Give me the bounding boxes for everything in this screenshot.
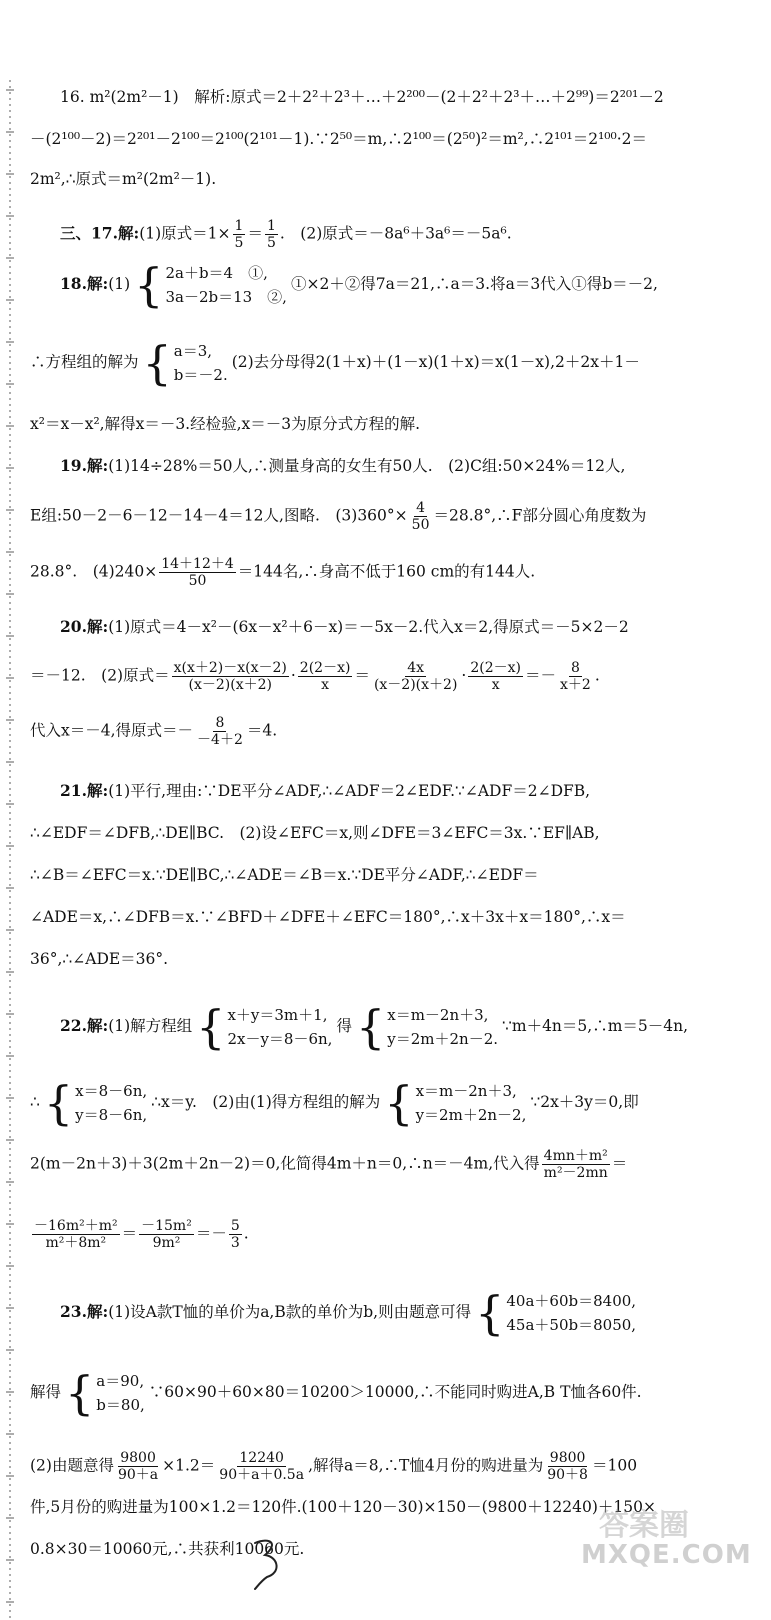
fraction: $\frac{1}{5}$ (234, 218, 244, 251)
fraction: $\frac{8}{x+2}$ (560, 660, 591, 693)
q19-line1: 19.解:(1)14÷28%＝50人,∴测量身高的女生有50人. (2)C组:50×24%＝12人, (60, 456, 626, 475)
equation-system: { x＝m－2n＋3, y＝2m＋2n－2. (355, 1000, 499, 1054)
equation-system: { a＝3, b＝－2. (142, 336, 228, 390)
handwritten-page-number-mark (245, 1535, 290, 1590)
q21-line3: ∴∠B＝∠EFC＝x.∵DE∥BC,∴∠ADE＝∠B＝x.∵DE平分∠ADF,∴∠EDF＝ (30, 866, 539, 884)
fraction: $\frac{8}{-4+2}$ (197, 715, 243, 748)
q22-line4: $\frac{\text{－16m²＋m²}}{\text{m²＋8m²}}$ ＝ $\frac{\text{－15m²}}{\text{9m²}}$ ＝－ $\frac{5}{3}$ . (34, 1218, 249, 1251)
fraction: $\frac{12240}{90+a+0.5a}$ (219, 1450, 305, 1483)
q19-line2: E组:50－2－6－12－14－4＝12人,图略. (3)360°× $\frac{4}{50}$ ＝28.8°,∴F部分圆心角度数为 (30, 500, 647, 533)
fraction: $\frac{2(2-x)}{x}$ (299, 660, 351, 693)
q20-line1: 20.解:(1)原式＝4－x²－(6x－x²＋6－x)＝－5x－2.代入x＝2,得原式＝－5×2－2 (60, 617, 629, 636)
q23-line3: (2)由题意得 $\frac{9800}{90+a}$ ×1.2＝ $\frac{12240}{90+a+0.5a}$ ,解得a＝8,∴T恤4月份的购进量为 $\frac{9800}{90+8}$ ＝100 (30, 1450, 638, 1483)
fraction: $\frac{x(x+2)-x(x-2)}{(x-2)(x+2)}$ (173, 660, 287, 693)
fraction: $\frac{2(2-x)}{x}$ (470, 660, 521, 693)
fraction: $\frac{9800}{90+a}$ (117, 1450, 159, 1483)
q23-line4: 件,5月份的购进量为100×1.2＝120件.(100＋120－30)×150－(9800＋12240)＋150× (30, 1498, 657, 1516)
q18-line1: 18.解:(1) { 2a＋b＝4 ①, 3a－2b＝13 ②, ①×2＋②得7a＝21,∴a＝3.将a＝3代入①得b＝－2, (60, 258, 658, 312)
fraction: $\frac{1}{5}$ (266, 218, 276, 251)
fraction: $\frac{9800}{90+8}$ (547, 1450, 588, 1483)
equation-system: { x＝m－2n＋3, y＝2m＋2n－2, (384, 1076, 527, 1130)
q17-head: 三、17.解: (60, 223, 140, 243)
q21-line2: ∴∠EDF＝∠DFB,∴DE∥BC. (2)设∠EFC＝x,则∠DFE＝3∠EFC＝3x.∵EF∥AB, (30, 824, 600, 842)
q16-line3: 2m²,∴原式＝m²(2m²－1). (30, 170, 217, 188)
q19-line3: 28.8°. (4)240× $\frac{14+12+4}{50}$ ＝144名,∴身高不低于160 cm的有144人. (30, 556, 536, 589)
equation-system: { x＋y＝3m＋1, 2x－y＝8－6n, (196, 1000, 333, 1054)
fraction: $\frac{14+12+4}{50}$ (161, 556, 234, 589)
q22-line3: 2(m－2n＋3)＋3(2m＋2n－2)＝0,化简得4m＋n＝0,∴n＝－4m,代入得 $\frac{\text{4mn＋m²}}{\text{m²－2mn}}$ ＝ (30, 1148, 628, 1181)
equation-system: { a＝90, b＝80, (65, 1366, 145, 1420)
watermark-logo: 答案圈 MXQE.COM (581, 1508, 752, 1570)
q23-line2: 解得 { a＝90, b＝80, ∵60×90＋60×80＝10200＞10000,∴不能同时购进A,B T恤各60件. (30, 1366, 642, 1420)
fraction: $\frac{4x}{(x-2)(x+2)}$ (373, 660, 458, 693)
equation-system: { 2a＋b＝4 ①, 3a－2b＝13 ②, (134, 258, 287, 312)
binding-edge-marks (4, 80, 16, 1620)
fraction: $\frac{\text{4mn＋m²}}{\text{m²－2mn}}$ (543, 1148, 608, 1181)
q21-line5: 36°,∴∠ADE＝36°. (30, 950, 169, 968)
equation-system: { x＝8－6n, y＝8－6n, (43, 1076, 148, 1130)
q18-line3: x²＝x－x²,解得x＝－3.经检验,x＝－3为原分式方程的解. (30, 415, 421, 433)
q20-line2: ＝－12. (2)原式＝ $\frac{x(x+2)-x(x-2)}{(x-2)(x+2)}$ · $\frac{2(2-x)}{x}$ ＝ $\frac{4x}{(x-2)(x+2)}$ · $\frac{2(2-x)}{x}$ ＝－ $\frac{8}{x+2}$ . (30, 660, 600, 693)
q16-line1: 16. m²(2m²－1) 解析:原式＝2＋2²＋2³＋…＋2²⁰⁰－(2＋2²＋2³＋…＋2⁹⁹)＝2²⁰¹－2 (60, 88, 664, 106)
q21-line4: ∠ADE＝x,∴∠DFB＝x.∵∠BFD＋∠DFE＋∠EFC＝180°,∴x＋3x＋x＝180°,∴x＝ (30, 908, 626, 926)
fraction: $\frac{\text{－16m²＋m²}}{\text{m²＋8m²}}$ (34, 1218, 118, 1251)
q16-line2: －(2¹⁰⁰－2)＝2²⁰¹－2¹⁰⁰＝2¹⁰⁰(2¹⁰¹－1).∵2⁵⁰＝m,∴2¹⁰⁰＝(2⁵⁰)²＝m²,∴2¹⁰¹＝2¹⁰⁰·2＝ (30, 130, 647, 148)
q20-line3: 代入x＝－4,得原式＝－ $\frac{8}{-4+2}$ ＝4. (30, 715, 278, 748)
fraction: $\frac{5}{3}$ (230, 1218, 240, 1251)
q22-line2: ∴ { x＝8－6n, y＝8－6n, ∴x＝y. (2)由(1)得方程组的解为 { x＝m－2n＋3, y＝2m＋2n－2, ∵2x＋3y＝0,即 (30, 1076, 639, 1130)
q22-line1: 22.解:(1)解方程组 { x＋y＝3m＋1, 2x－y＝8－6n, 得 { x＝m－2n＋3, y＝2m＋2n－2. ∵m＋4n＝5,∴m＝5－4n, (60, 1000, 689, 1054)
q21-line1: 21.解:(1)平行,理由:∵DE平分∠ADF,∴∠ADF＝2∠EDF.∵∠ADF＝2∠DFB, (60, 781, 591, 800)
q23-line5: 0.8×30＝10060元,∴共获利10060元. (30, 1540, 305, 1558)
equation-system: { 40a＋60b＝8400, 45a＋50b＝8050, (475, 1286, 637, 1340)
q23-line1: 23.解:(1)设A款T恤的单价为a,B款的单价为b,则由题意可得 { 40a＋60b＝8400, 45a＋50b＝8050, (60, 1286, 637, 1340)
q17: 三、17.解:(1)原式＝1× $\frac{1}{5}$ ＝ $\frac{1}{5}$ . (2)原式＝－8a⁶＋3a⁶＝－5a⁶. (60, 218, 512, 251)
fraction: $\frac{\text{－15m²}}{\text{9m²}}$ (141, 1218, 192, 1251)
fraction: $\frac{4}{50}$ (411, 500, 430, 533)
q18-line2: ∴方程组的解为 { a＝3, b＝－2. (2)去分母得2(1＋x)＋(1－x)(1＋x)＝x(1－x),2＋2x＋1－ (30, 336, 640, 390)
